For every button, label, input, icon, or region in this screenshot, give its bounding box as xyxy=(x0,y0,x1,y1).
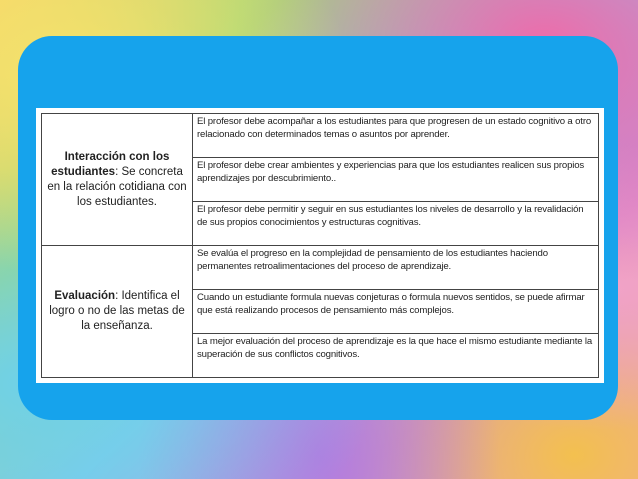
slide-panel xyxy=(18,36,618,420)
table-cell: La mejor evaluación del proceso de aprendizaje es la que hace el mismo estudiante mediante la superación de sus conflictos cognitivos. xyxy=(193,334,599,378)
table-cell: El profesor debe permitir y seguir en sus estudiantes los niveles de desarrollo y la revalidación de sus propios conocimientos y estructuras cognitivas. xyxy=(193,202,599,246)
table-cell: El profesor debe crear ambientes y experiencias para que los estudiantes realicen sus propios aprendizajes por descubrimiento.. xyxy=(193,158,599,202)
table-cell: Cuando un estudiante formula nuevas conjeturas o formula nuevos sentidos, se puede afirmar que está realizando procesos de pensamiento más complejos. xyxy=(193,290,599,334)
table-cell: Se evalúa el progreso en la complejidad de pensamiento de los estudiantes haciendo permanentes retroalimentaciones del proceso de aprendizaje. xyxy=(193,246,599,290)
group-description: : Identifica el logro o no de las metas de la enseñanza. xyxy=(49,290,185,332)
table-image xyxy=(36,108,604,383)
table-row xyxy=(42,246,599,290)
group-label-evaluacion xyxy=(42,246,193,378)
group-description: : Se concreta en la relación cotidiana con los estudiantes. xyxy=(47,165,187,208)
table-row xyxy=(42,114,599,158)
group-label-interaccion xyxy=(42,114,193,246)
content-table xyxy=(41,113,599,378)
table-cell: El profesor debe acompañar a los estudiantes para que progresen de un estado cognitivo a otro relacionado con determinados temas o asuntos por aprender. xyxy=(193,114,599,158)
group-heading: Interacción con los estudiantes xyxy=(51,150,170,178)
group-heading: Evaluación xyxy=(54,290,116,302)
